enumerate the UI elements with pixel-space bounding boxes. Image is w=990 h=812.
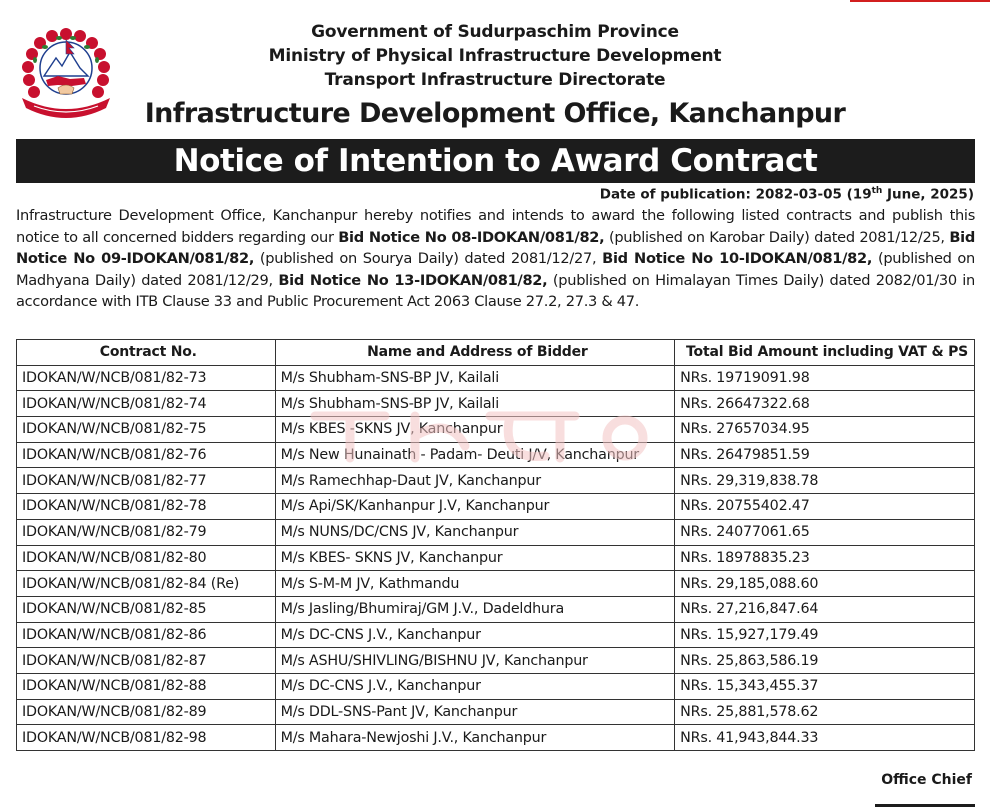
ministry-line: Ministry of Physical Infrastructure Development bbox=[268, 46, 722, 66]
table-row bbox=[17, 699, 975, 725]
amount-cell: NRs. 27,216,847.64 bbox=[675, 596, 975, 622]
contract-no-cell: IDOKAN/W/NCB/081/82-74 bbox=[17, 391, 276, 417]
header-bidder: Name and Address of Bidder bbox=[275, 340, 675, 366]
directorate-line: Transport Infrastructure Directorate bbox=[324, 70, 666, 90]
header-contract-no: Contract No. bbox=[17, 340, 276, 366]
amount-cell: NRs. 29,319,838.78 bbox=[675, 468, 975, 494]
office-name: Infrastructure Development Office, Kanchanpur bbox=[144, 98, 846, 129]
table-row bbox=[17, 391, 975, 417]
contract-no-cell: IDOKAN/W/NCB/081/82-75 bbox=[17, 417, 276, 443]
table-row bbox=[17, 442, 975, 468]
intro-text-5: (published on Himalayan Times Daily) dated 2082/01/30 in accordance with ITB Clause 33 and Public Procurement Act 2063 Clause 27.2, 27.3 & 47. bbox=[16, 271, 976, 311]
contract-no-cell: IDOKAN/W/NCB/081/82-84 (Re) bbox=[17, 571, 276, 597]
amount-cell: NRs. 41,943,844.33 bbox=[675, 725, 975, 751]
bid-notice-09: Bid Notice No 09-IDOKAN/081/82, bbox=[16, 228, 975, 268]
office-chief-signature: Office Chief bbox=[881, 772, 972, 788]
publication-date-label: Date of publication: 2082-03-05 (19 bbox=[599, 186, 872, 203]
contracts-table bbox=[16, 339, 975, 751]
amount-cell: NRs. 26479851.59 bbox=[675, 442, 975, 468]
bidder-cell: M/s KBES -SKNS JV, Kanchanpur bbox=[275, 417, 675, 443]
contract-no-cell: IDOKAN/W/NCB/081/82-89 bbox=[17, 699, 276, 725]
amount-cell: NRs. 26647322.68 bbox=[675, 391, 975, 417]
table-row bbox=[17, 494, 975, 520]
bidder-cell: M/s DC-CNS J.V., Kanchanpur bbox=[275, 622, 675, 648]
contract-no-cell: IDOKAN/W/NCB/081/82-87 bbox=[17, 648, 276, 674]
bidder-cell: M/s Api/SK/Kanhanpur J.V, Kanchanpur bbox=[275, 494, 675, 520]
bidder-cell: M/s Mahara-Newjoshi J.V., Kanchanpur bbox=[275, 725, 675, 751]
table-row bbox=[17, 673, 975, 699]
bidder-cell: M/s New Hunainath - Padam- Deuti J/V, Kanchanpur bbox=[275, 442, 675, 468]
contract-no-cell: IDOKAN/W/NCB/081/82-77 bbox=[17, 468, 276, 494]
contract-no-cell: IDOKAN/W/NCB/081/82-78 bbox=[17, 494, 276, 520]
amount-cell: NRs. 27657034.95 bbox=[675, 417, 975, 443]
bid-notice-10: Bid Notice No 10-IDOKAN/081/82, bbox=[602, 250, 873, 268]
bidder-cell: M/s Jasling/Bhumiraj/GM J.V., Dadeldhura bbox=[275, 596, 675, 622]
table-row bbox=[17, 519, 975, 545]
bid-notice-13: Bid Notice No 13-IDOKAN/081/82, bbox=[278, 271, 548, 289]
amount-cell: NRs. 25,881,578.62 bbox=[675, 699, 975, 725]
intro-text-4: (published on Madhyana Daily) dated 2081/12/29, bbox=[16, 250, 975, 289]
bidder-cell: M/s Shubham-SNS-BP JV, Kailali bbox=[275, 365, 675, 391]
bidder-cell: M/s NUNS/DC/CNS JV, Kanchanpur bbox=[275, 519, 675, 545]
table-row bbox=[17, 365, 975, 391]
intro-text-3: (published on Sourya Daily) dated 2081/12/27, bbox=[254, 250, 603, 268]
table-header-row bbox=[17, 340, 975, 366]
top-edge-rule bbox=[850, 0, 990, 2]
table-row bbox=[17, 545, 975, 571]
bottom-rule bbox=[875, 804, 975, 807]
amount-cell: NRs. 19719091.98 bbox=[675, 365, 975, 391]
publication-date-sup: th bbox=[871, 186, 883, 196]
intro-text-1: Infrastructure Development Office, Kanchanpur hereby notifies and intends to award the following listed contracts and publish this notice to all concerned bidders regarding our bbox=[16, 207, 975, 246]
bidder-cell: M/s Ramechhap-Daut JV, Kanchanpur bbox=[275, 468, 675, 494]
amount-cell: NRs. 20755402.47 bbox=[675, 494, 975, 520]
contract-no-cell: IDOKAN/W/NCB/081/82-98 bbox=[17, 725, 276, 751]
amount-cell: NRs. 29,185,088.60 bbox=[675, 571, 975, 597]
contract-no-cell: IDOKAN/W/NCB/081/82-85 bbox=[17, 596, 276, 622]
publication-date bbox=[600, 186, 974, 203]
intro-text-2: (published on Karobar Daily) dated 2081/12/25, bbox=[604, 228, 950, 246]
contract-no-cell: IDOKAN/W/NCB/081/82-88 bbox=[17, 673, 276, 699]
bid-notice-08: Bid Notice No 08-IDOKAN/081/82, bbox=[338, 228, 605, 246]
table-row bbox=[17, 417, 975, 443]
table-row bbox=[17, 468, 975, 494]
bidder-cell: M/s DC-CNS J.V., Kanchanpur bbox=[275, 673, 675, 699]
header-amount: Total Bid Amount including VAT & PS bbox=[675, 340, 975, 366]
contract-no-cell: IDOKAN/W/NCB/081/82-80 bbox=[17, 545, 276, 571]
amount-cell: NRs. 24077061.65 bbox=[675, 519, 975, 545]
contract-no-cell: IDOKAN/W/NCB/081/82-86 bbox=[17, 622, 276, 648]
notice-title-banner: Notice of Intention to Award Contract bbox=[16, 139, 975, 183]
table-row bbox=[17, 725, 975, 751]
bidder-cell: M/s ASHU/SHIVLING/BISHNU JV, Kanchanpur bbox=[275, 648, 675, 674]
table-row bbox=[17, 571, 975, 597]
contract-no-cell: IDOKAN/W/NCB/081/82-76 bbox=[17, 442, 276, 468]
intro-paragraph bbox=[16, 205, 975, 313]
bidder-cell: M/s DDL-SNS-Pant JV, Kanchanpur bbox=[275, 699, 675, 725]
amount-cell: NRs. 15,343,455.37 bbox=[675, 673, 975, 699]
bidder-cell: M/s KBES- SKNS JV, Kanchanpur bbox=[275, 545, 675, 571]
amount-cell: NRs. 18978835.23 bbox=[675, 545, 975, 571]
bidder-cell: M/s S-M-M JV, Kathmandu bbox=[275, 571, 675, 597]
contract-no-cell: IDOKAN/W/NCB/081/82-79 bbox=[17, 519, 276, 545]
bidder-cell: M/s Shubham-SNS-BP JV, Kailali bbox=[275, 391, 675, 417]
publication-date-suffix: June, 2025) bbox=[882, 186, 974, 203]
table-row bbox=[17, 622, 975, 648]
contract-no-cell: IDOKAN/W/NCB/081/82-73 bbox=[17, 365, 276, 391]
table-row bbox=[17, 648, 975, 674]
government-line: Government of Sudurpaschim Province bbox=[311, 22, 679, 42]
amount-cell: NRs. 25,863,586.19 bbox=[675, 648, 975, 674]
table-row bbox=[17, 596, 975, 622]
amount-cell: NRs. 15,927,179.49 bbox=[675, 622, 975, 648]
